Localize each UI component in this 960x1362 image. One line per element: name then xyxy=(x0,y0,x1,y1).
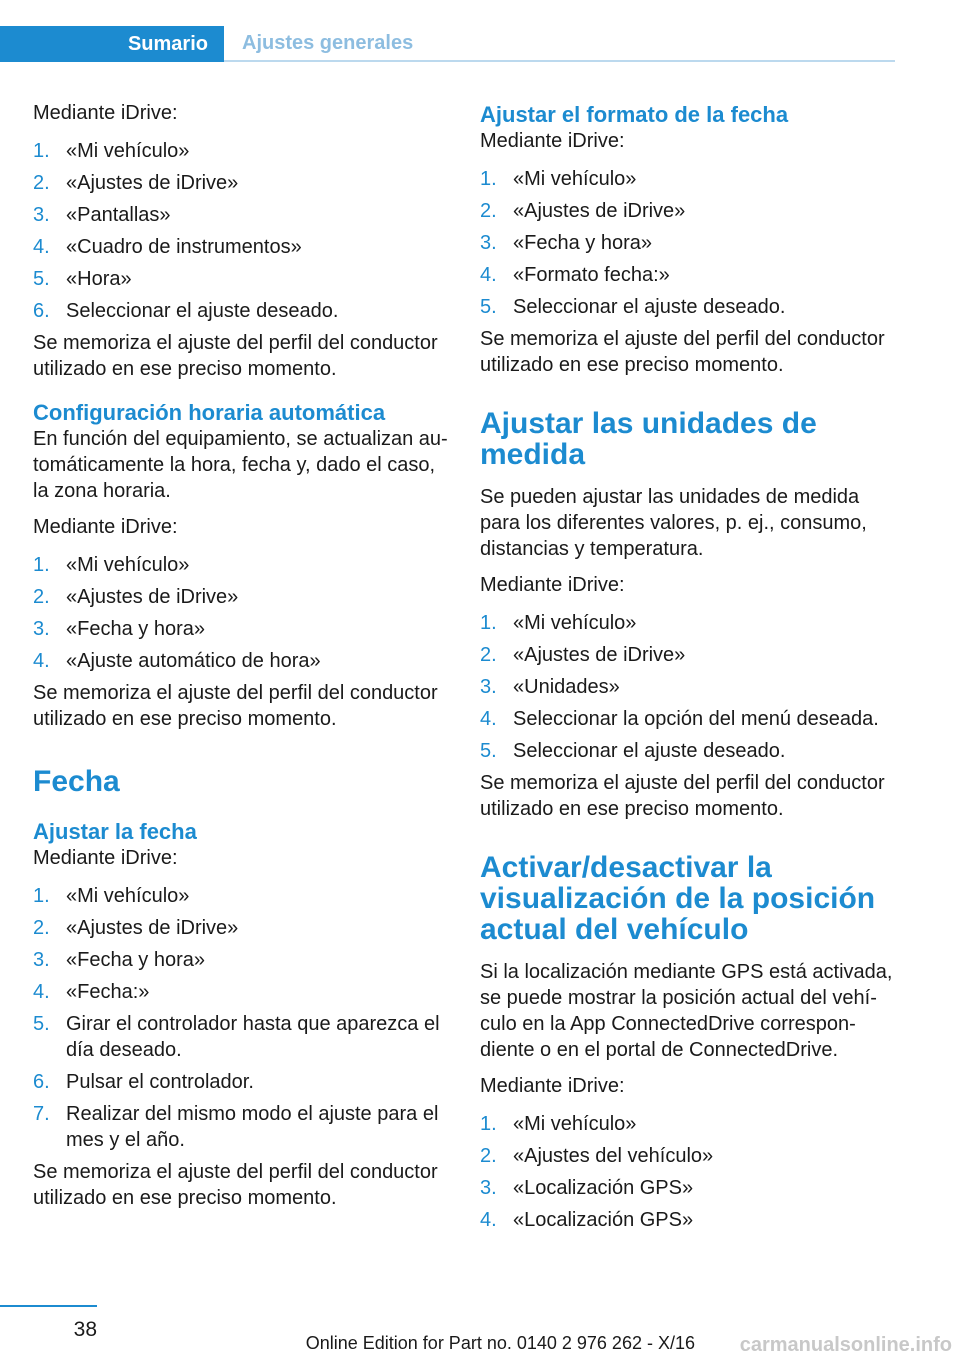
right-column xyxy=(480,100,900,1239)
step-text: «Localización GPS» xyxy=(513,1177,694,1199)
list-item xyxy=(33,552,453,578)
step-number: 1. xyxy=(480,612,497,634)
intro-text: Mediante iDrive: xyxy=(480,574,625,596)
section-heading-ajustar-fecha: Ajustar la fecha xyxy=(33,819,197,844)
step-text: «Fecha y hora» xyxy=(66,618,205,640)
step-text: «Fecha y hora» xyxy=(66,949,205,971)
list-item xyxy=(33,648,453,674)
intro-text: Mediante iDrive: xyxy=(33,847,178,869)
list-item xyxy=(480,262,900,288)
step-text: «Cuadro de instrumentos» xyxy=(66,236,302,258)
step-text: «Localización GPS» xyxy=(513,1209,694,1231)
list-item xyxy=(480,230,900,256)
body-text: En función del equipamiento, se actualizan au‐ tomáticamente la hora, fecha y, dado el caso, la zona horaria. xyxy=(33,428,448,502)
step-text: «Mi vehículo» xyxy=(513,612,637,634)
step-text: «Mi vehículo» xyxy=(513,1113,637,1135)
step-number: 4. xyxy=(480,708,497,730)
step-text: «Pantallas» xyxy=(66,204,171,226)
list-item xyxy=(33,616,453,642)
section-heading-formato: Ajustar el formato de la fecha xyxy=(480,102,789,127)
step-text: Seleccionar el ajuste deseado. xyxy=(513,296,786,318)
step-text: «Ajustes de iDrive» xyxy=(513,644,686,666)
step-number: 1. xyxy=(480,168,497,190)
step-number: 1. xyxy=(33,140,50,162)
step-text: «Mi vehículo» xyxy=(66,885,190,907)
step-number: 4. xyxy=(33,650,50,672)
list-item xyxy=(480,294,900,320)
edition-note: Online Edition for Part no. 0140 2 976 262 - X/16 xyxy=(305,1333,695,1353)
watermark-logo: carmanualsonline.info xyxy=(739,1334,952,1356)
step-text: «Mi vehículo» xyxy=(513,168,637,190)
step-number: 6. xyxy=(33,1071,50,1093)
note-text: Se memoriza el ajuste del perfil del conductor utilizado en ese preciso momento. xyxy=(33,1161,438,1209)
step-number: 2. xyxy=(480,644,497,666)
list-item xyxy=(33,1101,453,1153)
step-number: 2. xyxy=(480,200,497,222)
left-column xyxy=(33,100,453,1221)
chapter-heading-fecha: Fecha xyxy=(33,765,120,798)
step-text: «Ajustes del vehículo» xyxy=(513,1145,714,1167)
list-item xyxy=(480,1175,900,1201)
step-text: Seleccionar la opción del menú deseada. xyxy=(513,708,879,730)
step-number: 4. xyxy=(33,236,50,258)
intro-text: Mediante iDrive: xyxy=(480,1075,625,1097)
note-text: Se memoriza el ajuste del perfil del conductor utilizado en ese preciso momento. xyxy=(480,328,885,376)
step-number: 3. xyxy=(33,618,50,640)
step-number: 2. xyxy=(480,1145,497,1167)
list-item xyxy=(33,1011,453,1063)
list-item xyxy=(33,234,453,260)
step-text: «Hora» xyxy=(66,268,132,290)
step-text: Seleccionar el ajuste deseado. xyxy=(66,300,339,322)
step-text: «Ajustes de iDrive» xyxy=(513,200,686,222)
page-number: 38 xyxy=(73,1318,97,1341)
step-text: «Ajustes de iDrive» xyxy=(66,917,239,939)
step-text: Seleccionar el ajuste deseado. xyxy=(513,740,786,762)
list-item xyxy=(480,1143,900,1169)
note-text: Se memoriza el ajuste del perfil del conductor utilizado en ese preciso momento. xyxy=(33,682,438,730)
list-item xyxy=(480,674,900,700)
note-text: Se memoriza el ajuste del perfil del conductor utilizado en ese preciso momento. xyxy=(480,772,885,820)
list-item xyxy=(33,979,453,1005)
step-number: 1. xyxy=(33,885,50,907)
step-text: «Mi vehículo» xyxy=(66,554,190,576)
step-number: 4. xyxy=(480,264,497,286)
step-number: 5. xyxy=(480,296,497,318)
list-item xyxy=(480,706,900,732)
footer-divider xyxy=(0,1305,97,1307)
step-list xyxy=(33,552,453,674)
chapter-heading-unidades: Ajustar las unidades de medida xyxy=(480,407,817,471)
step-text: «Mi vehículo» xyxy=(66,140,190,162)
step-number: 4. xyxy=(33,981,50,1003)
list-item xyxy=(33,947,453,973)
list-item xyxy=(33,266,453,292)
step-number: 5. xyxy=(33,268,50,290)
step-number: 6. xyxy=(33,300,50,322)
step-list xyxy=(33,138,453,324)
list-item xyxy=(33,170,453,196)
step-number: 1. xyxy=(480,1113,497,1135)
step-number: 5. xyxy=(480,740,497,762)
step-number: 2. xyxy=(33,917,50,939)
tab-sumario[interactable]: Sumario xyxy=(0,26,224,62)
list-item xyxy=(33,202,453,228)
list-item xyxy=(480,1207,900,1233)
step-number: 3. xyxy=(480,676,497,698)
body-text: Si la localización mediante GPS está activada, se puede mostrar la posición actual del vehí‐ culo en la App ConnectedDrive correspon‐ diente o en el portal de ConnectedDrive. xyxy=(480,961,893,1061)
list-item xyxy=(33,298,453,324)
list-item xyxy=(480,1111,900,1137)
note-text: Se memoriza el ajuste del perfil del conductor utilizado en ese preciso momento. xyxy=(33,332,438,380)
step-text: «Formato fecha:» xyxy=(513,264,670,286)
tab-ajustes-generales[interactable]: Ajustes generales xyxy=(224,26,895,62)
list-item xyxy=(33,138,453,164)
step-number: 3. xyxy=(480,1177,497,1199)
step-text: «Fecha y hora» xyxy=(513,232,652,254)
step-number: 3. xyxy=(33,204,50,226)
step-text: Pulsar el controlador. xyxy=(66,1071,254,1093)
header-bar xyxy=(0,26,895,62)
intro-text: Mediante iDrive: xyxy=(480,130,625,152)
list-item xyxy=(33,915,453,941)
step-list xyxy=(480,166,900,320)
step-text: «Ajustes de iDrive» xyxy=(66,586,239,608)
list-item xyxy=(480,738,900,764)
body-text: Se pueden ajustar las unidades de medida para los diferentes valores, p. ej., consumo, distancias y temperatura. xyxy=(480,486,867,560)
step-text: «Ajustes de iDrive» xyxy=(66,172,239,194)
step-number: 7. xyxy=(33,1103,50,1125)
step-number: 3. xyxy=(33,949,50,971)
chapter-heading-posicion: Activar/desactivar la visualización de la posición actual del vehículo xyxy=(480,851,876,946)
step-text: Girar el controlador hasta que aparezca el día deseado. xyxy=(66,1013,440,1061)
step-number: 1. xyxy=(33,554,50,576)
list-item xyxy=(480,610,900,636)
list-item xyxy=(33,1069,453,1095)
step-list xyxy=(480,610,900,764)
step-number: 4. xyxy=(480,1209,497,1231)
step-number: 3. xyxy=(480,232,497,254)
list-item xyxy=(33,883,453,909)
list-item xyxy=(33,584,453,610)
step-list xyxy=(480,1111,900,1233)
list-item xyxy=(480,166,900,192)
step-number: 2. xyxy=(33,172,50,194)
step-text: Realizar del mismo modo el ajuste para el mes y el año. xyxy=(66,1103,439,1151)
step-text: «Ajuste automático de hora» xyxy=(66,650,321,672)
step-text: «Unidades» xyxy=(513,676,620,698)
list-item xyxy=(480,642,900,668)
step-number: 2. xyxy=(33,586,50,608)
step-text: «Fecha:» xyxy=(66,981,150,1003)
section-heading-auto: Configuración horaria automática xyxy=(33,400,386,425)
list-item xyxy=(480,198,900,224)
intro-text: Mediante iDrive: xyxy=(33,102,178,124)
step-number: 5. xyxy=(33,1013,50,1035)
step-list xyxy=(33,883,453,1153)
intro-text: Mediante iDrive: xyxy=(33,516,178,538)
